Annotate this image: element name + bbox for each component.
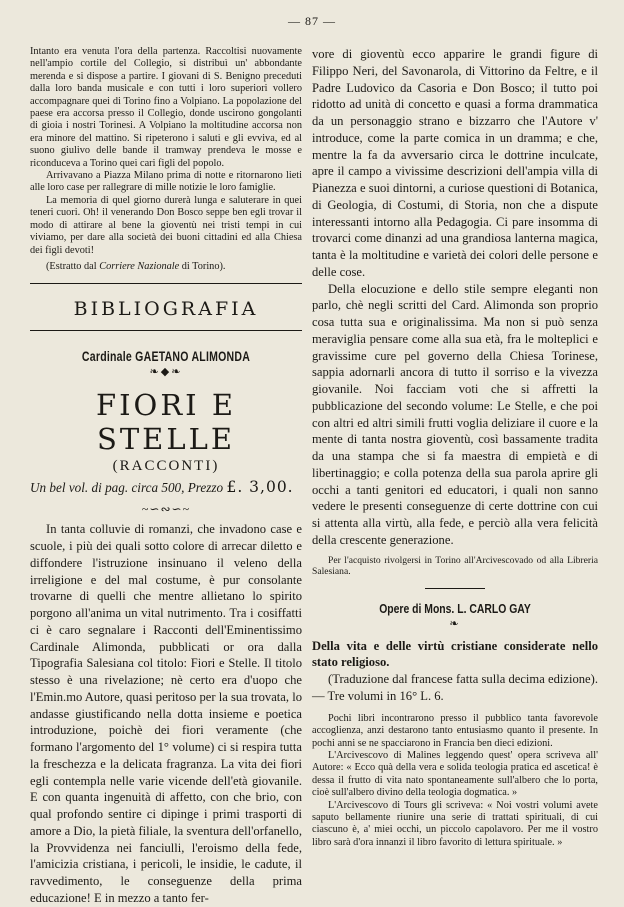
work-title: Della vita e delle virtù cristiane considerate nello stato religioso. xyxy=(312,638,598,670)
extract-source-line xyxy=(30,261,302,273)
price-line xyxy=(30,478,302,496)
extract-source: Corriere Nazionale xyxy=(99,260,180,272)
right-column xyxy=(312,46,598,849)
price-value: £. 3,00. xyxy=(226,478,294,497)
divider xyxy=(30,330,302,331)
ornament: ❧◆❧ xyxy=(149,366,183,379)
swirl-ornament: ~∽∾∽~ xyxy=(141,502,191,517)
divider xyxy=(30,283,302,284)
review-paragraph: Della elocuzione e dello stile sempre eleganti non parlo, chè negli scritti del Card. Alimonda son proprio cosa tutta sua e originalissima. Ma non si può senza meraviglia pensare come alla sua età, fra le molteplici e gravissime cure pel governo della Chiesa Torinese, sappia adornarli ancora di tutto il sorriso e la vivezza giovanile. Noi facciam voti che si affretti la pubblicazione del secondo volume: Le Stelle, e che poi con altri ed altri simili frutti voglia deliziare il cuore e la mente di tanta nostra gioventù, così bassamente tradita da una stampa che si fa maestra di empietà e di libertinaggio; e colla potenza della sua parola aprire gli occhi a tanti genitori ed educatori, i quali non sanno vedere le presenti conseguenze di certe dottrine con cui si attenta alla virtù, alla fede, e perciò alla vera felicità della crescente generazione. xyxy=(312,281,598,547)
description-paragraph: L'Arcivescovo di Malines leggendo quest' opera scriveva all' Autore: « Ecco quà della vera e solida teologia pratica ed ascetica! è dessa il frutto di vita nato spontaneamente sull'albero che lo porta, cioè sull'albero divino della teologia dogmatica. » xyxy=(312,749,598,799)
extract-suffix: di Torino). xyxy=(181,260,226,272)
price-text: Un bel vol. di pag. circa 500, Prezzo xyxy=(30,480,224,496)
author-name: Cardinale GAETANO ALIMONDA xyxy=(81,349,251,365)
description-paragraph: Pochi libri incontrarono presso il pubblico tanta favorevole accoglienza, anzi destarono tanto entusiasmo quanto il presente. In pochi anni se ne spacciarono in Francia ben dieci edizioni. xyxy=(312,712,598,749)
review-paragraph: vore di gioventù ecco apparire le grandi figure di Filippo Neri, del Savonarola, di Vittorino da Feltre, e il Padre Ludovico da Casoria e Don Bosco; il tutto poi ridotto ad unità di concetto e quasi a forma drammatica da un personaggio strano e bizzarro che l'Autore v' introduce, come la parte comica in un dramma; e che, mentre la fa da avversario circa le dottrine inculcate, apre il campo a vivissime descrizioni dell'ampia villa di Pianezza e suoi dintorni, a curiose questioni di Botanica, di Geologia, di Costumi, di Storia, non che a dispute interessanti intorno alla Pedagogia. Ci pare insomma di trovarci come dinanzi ad una grandiosa lanterna magica, tanta è la moltitudine e varietà dei colori delle persone e delle cose. xyxy=(312,47,598,279)
book-title: FIORI E STELLE xyxy=(95,388,237,457)
extract-prefix: (Estratto dal xyxy=(46,260,97,272)
book-subtitle: (RACCONTI) xyxy=(112,458,220,475)
divider xyxy=(425,588,485,589)
news-paragraph: Arrivavano a Piazza Milano prima di notte e ritornarono lieti alle loro case per rallegrare di mille notizie le loro famiglie. xyxy=(30,170,302,194)
section-title: BIBLIOGRAFIA xyxy=(73,298,259,321)
news-paragraph: Intanto era venuta l'ora della partenza. Raccoltisi nuovamente nell'ampio cortile del Collegio, si distribuì un' abbondante merenda e si dispose a partire. I giovani di S. Benigno preceduti dalla loro banda musicale e con tutti i loro superiori vollero accompagnare quei di Torino fino a Volpiano. La popolazione del paese era accorsa presso il Collegio, donde uscirono gongolanti di gioia i nostri Torinesi. A Volpiano la moltitudine accorsa non era minore del mattino. Si ripeterono i saluti e gli evviva, ed al suono giulivo delle bande il tramway prendeva le mosse e riconduceva a Torino quei cari figli del popolo. xyxy=(30,46,302,169)
purchase-note: Per l'acquisto rivolgersi in Torino all'Arcivescovado od alla Libreria Salesiana. xyxy=(312,554,598,578)
page-number: — 87 — xyxy=(288,14,336,28)
review-paragraph: In tanta colluvie di romanzi, che invadono case e scuole, i più dei quali sotto colore di arrecar diletto e diffondere l'istruzione insinuano il veleno della irreligione e del mal costume, è pur consolante trovarne di quelli che mentre allietano lo spirito porgono all'anima un vital nutrimento. Tra i cosiffatti ci è caro segnalare i Racconti dell'Eminentissimo Cardinale Alimonda, pubblicati or ora dalla Tipografia Salesiana col titolo: Fiori e Stelle. Il titolo stesso è una rivelazione; nè certo era d'uopo che l'Emin.mo Autore, quasi peritoso per la sua trovata, lo andasse giustificando nella dotta insieme e poetica introduzione, poichè dei fiori veramente (che formano l'argomento del 1° volume) ci si respira tutta la freschezza e la delicata fragranza. La vita dei fiori egli contempla nelle varie vicende dell'età giovanile. E con quanta ingenuità di affetto, con che brio, con qual profondo sentire ci dipinge i primi trasporti di amore a Dio, la pietà filiale, la sventura dell'orfanello, la Provvidenza nei fanciulli, l'eroismo della fede, l'amicizia cristiana, i pericoli, le insidie, le cadute, il ravvedimento, le conseguenze della prima educazione! E in mezzo a tanto fer- xyxy=(30,522,302,905)
description-paragraph: L'Arcivescovo di Tours gli scriveva: « Noi vostri volumi avete saputo bellamente riunire una serie di trattati spirituali, di cui ciascuno è, a' miei occhi, un piccolo capolavoro. Per me il vostro libro sarà d'ora innanzi il libro favorito di lettura spirituale. » xyxy=(312,799,598,848)
work-info: (Traduzione dal francese fatta sulla decima edizione). — Tre volumi in 16° L. 6. xyxy=(312,672,598,703)
left-column xyxy=(30,46,302,907)
ornament: ❧ xyxy=(449,617,461,630)
news-paragraph: La memoria di quel giorno durerà lunga e saluterare in quei teneri cuori. Oh! il venerando Don Bosco seppe ben egli trovar il modo di attirare al bene la gioventù nei tristi tempi in cui viviamo, per dare alla società dei buoni cittadini ed alla Chiesa dei figli devoti! xyxy=(30,194,302,256)
publisher-heading: Opere di Mons. L. CARLO GAY xyxy=(379,600,531,616)
